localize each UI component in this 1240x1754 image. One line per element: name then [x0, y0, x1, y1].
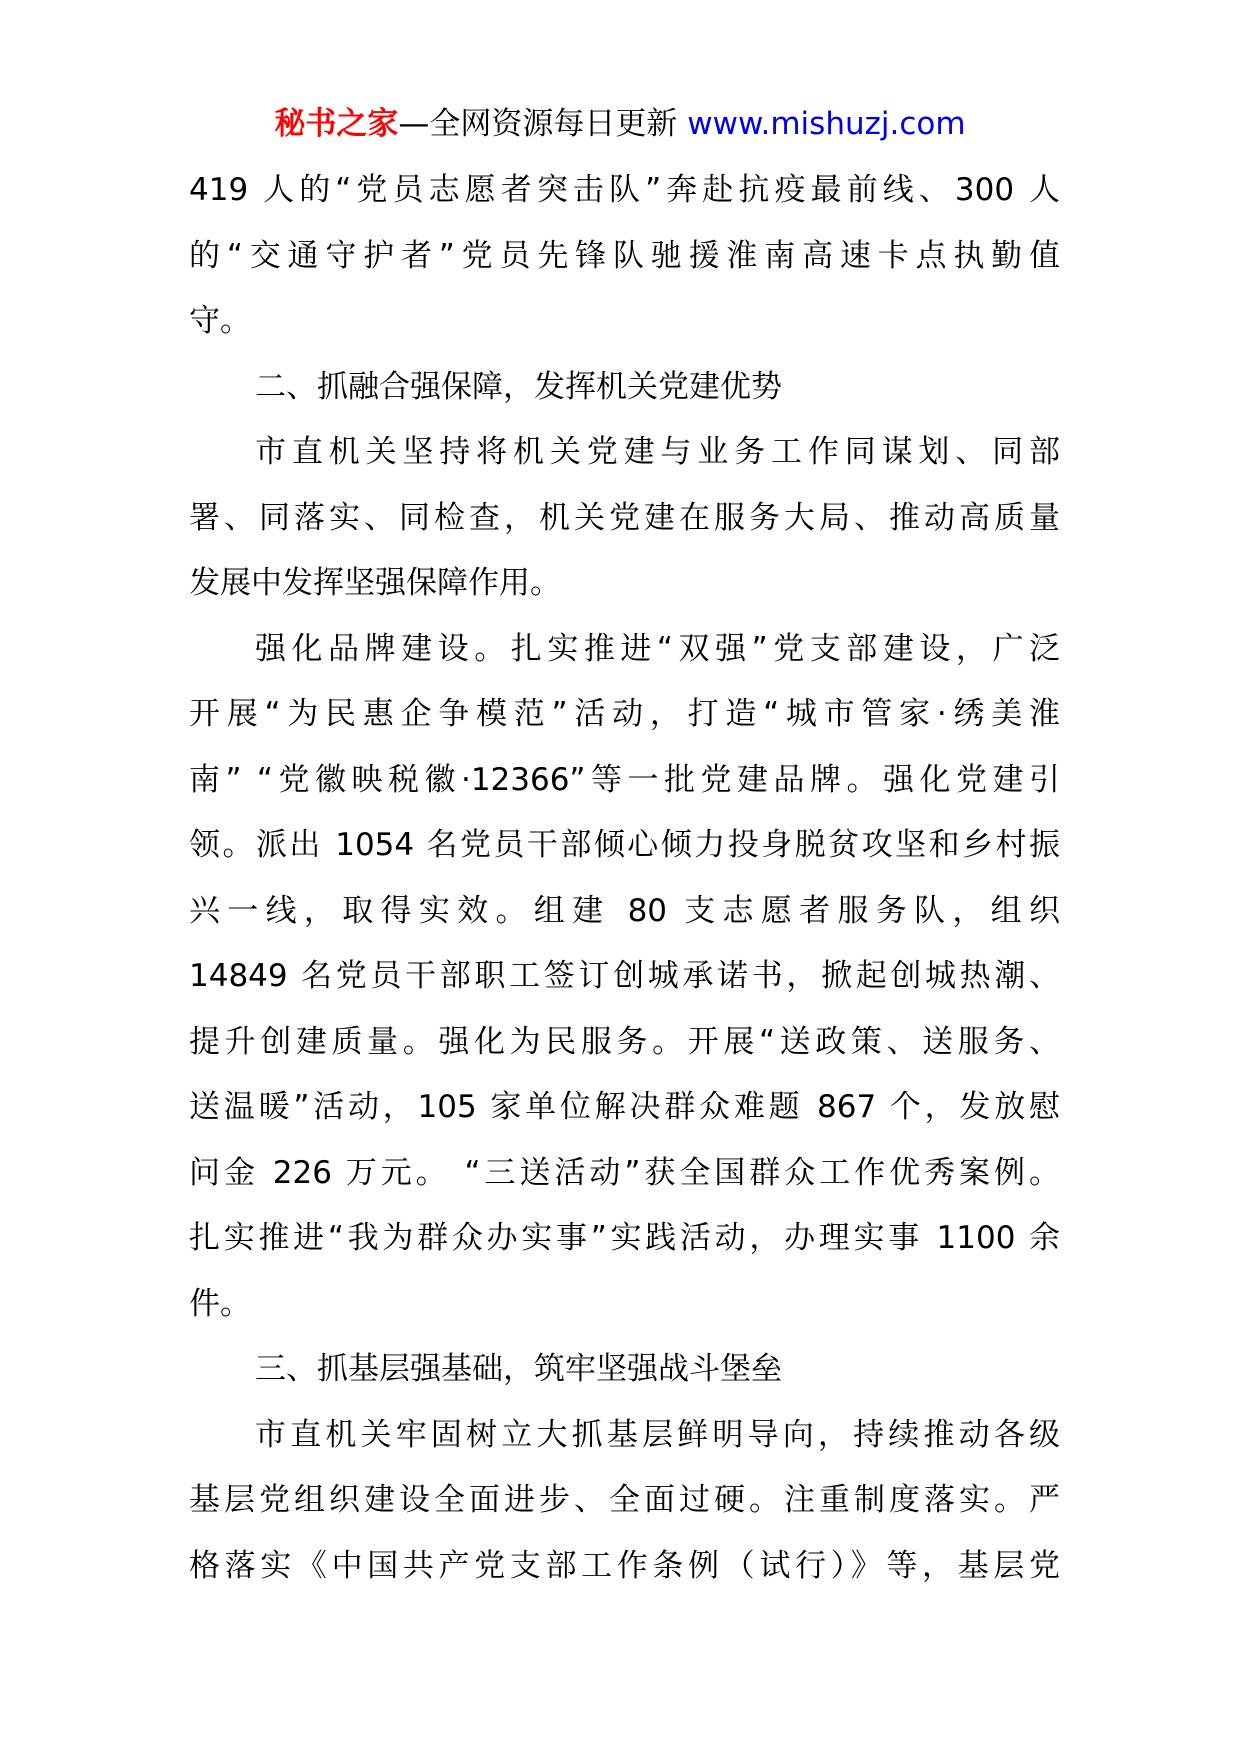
text-line: 14849 名党员干部职工签订创城承诺书，掀起创城热潮、: [189, 958, 1060, 994]
text-line: 问金 226 万元。 “三送活动”获全国群众工作优秀案例。: [189, 1154, 1060, 1191]
text-line: 格落实《中国共产党支部工作条例（试行）》等，基层党: [189, 1547, 1060, 1584]
text-line: 二、抓融合强保障，发挥机关党建优势: [255, 368, 782, 405]
text-line: 领。派出 1054 名党员干部倾心倾力投身脱贫攻坚和乡村振: [189, 827, 1060, 863]
text-line: 兴一线，取得实效。组建 80 支志愿者服务队，组织: [189, 892, 1060, 929]
text-line: 开展“为民惠企争模范”活动，打造“城市管家·绣美淮: [189, 696, 1060, 732]
text-line: 送温暖”活动，105 家单位解决群众难题 867 个，发放慰: [189, 1089, 1060, 1125]
text-line: 市直机关牢固树立大抓基层鲜明导向，持续推动各级: [255, 1416, 1060, 1453]
text-line: 基层党组织建设全面进步、全面过硬。注重制度落实。严: [189, 1482, 1060, 1518]
text-line: 三、抓基层强基础，筑牢坚强战斗堡垒: [255, 1351, 782, 1387]
text-line: 419 人的“党员志愿者突击队”奔赴抗疫最前线、300 人: [189, 172, 1060, 208]
text-line: 发展中发挥坚强保障作用。: [189, 565, 561, 601]
text-line: 署、同落实、同检查，机关党建在服务大局、推动高质量: [189, 499, 1060, 536]
text-line: 件。: [189, 1285, 251, 1322]
text-line: 强化品牌建设。扎实推进“双强”党支部建设，广泛: [255, 630, 1060, 667]
text-line: 南” “党徽映税徽·12366”等一批党建品牌。强化党建引: [189, 761, 1060, 798]
text-line: 市直机关坚持将机关党建与业务工作同谋划、同部: [255, 434, 1060, 470]
text-line: 的“交通守护者”党员先锋队驰援淮南高速卡点执勤值: [189, 237, 1060, 274]
text-line: 提升创建质量。强化为民服务。开展“送政策、送服务、: [189, 1023, 1060, 1060]
brand-name: 秘书之家: [274, 106, 399, 142]
site-header: [0, 104, 1240, 144]
document-body: [189, 158, 1060, 1599]
site-url-link[interactable]: www.mishuzj.com: [687, 106, 966, 142]
text-line: 守。: [189, 303, 251, 339]
text-line: 扎实推进“我为群众办实事”实践活动，办理实事 1100 余: [189, 1220, 1060, 1256]
header-tagline: —全网资源每日更新: [398, 106, 678, 142]
